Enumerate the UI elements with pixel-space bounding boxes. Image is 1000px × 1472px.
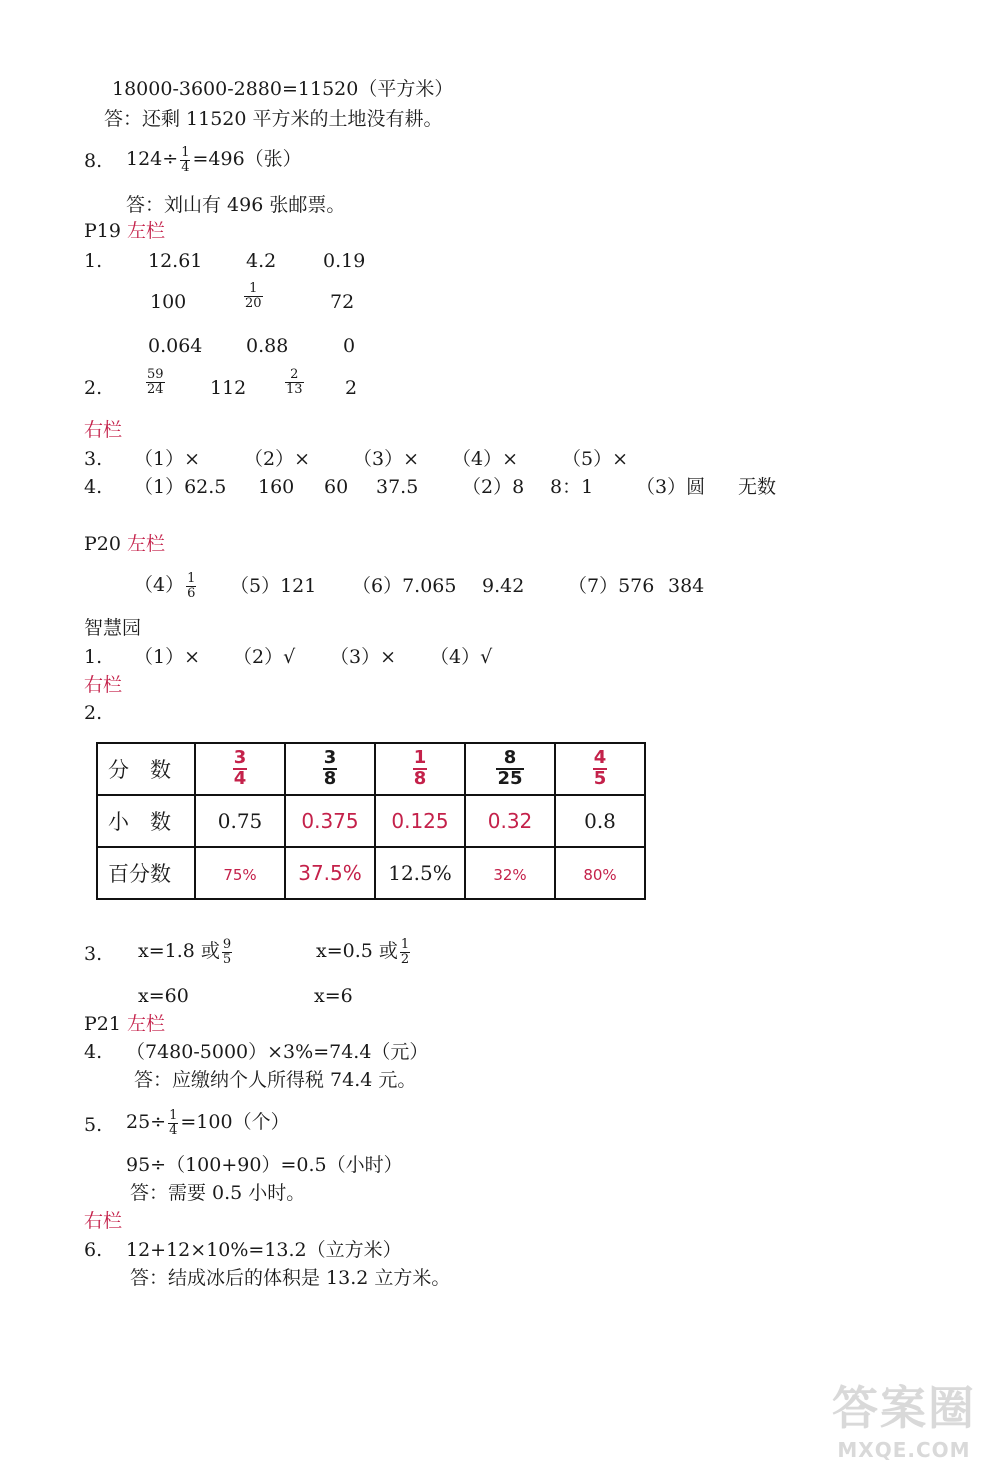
p19-q1-fraction: $\frac{1}{20}$ bbox=[245, 281, 262, 311]
p19-q3-item: （2）× bbox=[244, 448, 311, 470]
p21-q6-answer: 答：结成冰后的体积是 13.2 立方米。 bbox=[130, 1267, 451, 1289]
table-cell-decimal: 0.32 bbox=[465, 795, 555, 847]
line-subtraction: 18000-3600-2880=11520（平方米） bbox=[112, 78, 454, 100]
p19-q3-item: （4）× bbox=[452, 448, 519, 470]
table-cell-fraction: $\frac{4}{5}$ bbox=[555, 743, 645, 795]
p19-q4-item: 160 bbox=[258, 476, 295, 498]
p21-q4-answer: 答：应缴纳个人所得税 74.4 元。 bbox=[134, 1069, 417, 1091]
table-cell-fraction: $\frac{3}{4}$ bbox=[195, 743, 285, 795]
table-cell-decimal: 0.125 bbox=[375, 795, 465, 847]
fraction: $\frac{1}{4}$ bbox=[181, 144, 190, 175]
zhihuiyuan-q2-number: 2. bbox=[84, 702, 103, 724]
p19-q4-item: 8：1 bbox=[550, 476, 594, 498]
zhihuiyuan-q1-item: （4）√ bbox=[430, 646, 493, 668]
zhihuiyuan-q1-item: （3）× bbox=[330, 646, 397, 668]
p19-q2-fraction: $\frac{2}{13}$ bbox=[286, 367, 303, 397]
p19-q1-value: 72 bbox=[330, 291, 355, 313]
p21-q5-number: 5. bbox=[84, 1114, 103, 1136]
p21-q4-number: 4. bbox=[84, 1041, 103, 1063]
section-p20: P20 左栏 bbox=[84, 533, 166, 555]
p21-q5-answer: 答：需要 0.5 小时。 bbox=[130, 1182, 306, 1204]
p19-q2-fraction: $\frac{59}{24}$ bbox=[147, 367, 164, 397]
table-cell-decimal: 0.8 bbox=[555, 795, 645, 847]
p21-q6-number: 6. bbox=[84, 1239, 103, 1261]
table-cell-percent: 32% bbox=[465, 847, 555, 899]
p19-q1-value: 100 bbox=[150, 291, 187, 313]
fraction-decimal-percent-table bbox=[96, 742, 646, 900]
p19-q1-value: 0.064 bbox=[148, 335, 203, 357]
table-cell-decimal: 0.75 bbox=[195, 795, 285, 847]
right-column-label: 右栏 bbox=[84, 1210, 123, 1232]
p19-q1-value: 4.2 bbox=[246, 250, 277, 272]
p19-q3-number: 3. bbox=[84, 448, 103, 470]
table-row-percents bbox=[97, 847, 645, 899]
p19-q4-item: 无数 bbox=[738, 476, 777, 498]
p21-q6-equation: 12+12×10%=13.2（立方米） bbox=[126, 1239, 402, 1261]
p20-item-4: （4） $\frac{1}{6}$ bbox=[134, 570, 196, 601]
answer-remaining-land: 答：还剩 11520 平方米的土地没有耕。 bbox=[104, 108, 443, 130]
table-cell-fraction: $\frac{1}{8}$ bbox=[375, 743, 465, 795]
p19-q3-item: （5）× bbox=[562, 448, 629, 470]
q3-solution-4: x=6 bbox=[314, 985, 353, 1007]
table-cell-fraction: $\frac{8}{25}$ bbox=[465, 743, 555, 795]
p20-item: （6）7.065 bbox=[352, 575, 457, 597]
p21-q4-equation: （7480-5000）×3%=74.4（元） bbox=[126, 1041, 429, 1063]
section-zhihuiyuan: 智慧园 bbox=[84, 617, 142, 639]
table-header-percent: 百分数 bbox=[97, 847, 195, 899]
q8-number: 8. bbox=[84, 150, 103, 172]
p19-q3-item: （1）× bbox=[134, 448, 201, 470]
q3-solution-1: x=1.8 或 $\frac{9}{5}$ bbox=[138, 936, 232, 967]
table-cell-percent: 37.5% bbox=[285, 847, 375, 899]
table-header-fraction: 分 数 bbox=[97, 743, 195, 795]
p19-q4-number: 4. bbox=[84, 476, 103, 498]
zhihuiyuan-q1-item: （2）√ bbox=[233, 646, 296, 668]
table-row-decimals bbox=[97, 795, 645, 847]
zhihuiyuan-q1-number: 1. bbox=[84, 646, 103, 668]
p19-q1-value: 0.19 bbox=[323, 250, 366, 272]
p19-q4-item: 60 bbox=[324, 476, 349, 498]
q3-solution-3: x=60 bbox=[138, 985, 189, 1007]
watermark-logo: 答案圈 MXQE.COM bbox=[832, 1381, 976, 1462]
table-cell-percent: 80% bbox=[555, 847, 645, 899]
table-header-decimal: 小 数 bbox=[97, 795, 195, 847]
q8-equation: 124÷ $\frac{1}{4}$ =496（张） bbox=[126, 144, 302, 175]
table-cell-fraction: $\frac{3}{8}$ bbox=[285, 743, 375, 795]
p19-q4-item: （3）圆 bbox=[636, 476, 706, 498]
zhihuiyuan-q1-item: （1）× bbox=[134, 646, 201, 668]
table-cell-percent: 12.5% bbox=[375, 847, 465, 899]
zhihuiyuan-q3-number: 3. bbox=[84, 943, 103, 965]
right-column-label: 右栏 bbox=[84, 674, 123, 696]
p19-q3-item: （3）× bbox=[353, 448, 420, 470]
q3-solution-2: x=0.5 或 $\frac{1}{2}$ bbox=[316, 936, 410, 967]
section-p19: P19 左栏 bbox=[84, 220, 166, 242]
p19-q2-value: 2 bbox=[345, 377, 358, 399]
p19-q4-item: （2）8 bbox=[462, 476, 525, 498]
p20-item: （7）576 bbox=[568, 575, 655, 597]
p21-q5-equation-2: 95÷（100+90）=0.5（小时） bbox=[126, 1154, 403, 1176]
p19-q1-value: 0.88 bbox=[246, 335, 289, 357]
section-p21: P21 左栏 bbox=[84, 1013, 166, 1035]
p19-q4-item: 37.5 bbox=[376, 476, 419, 498]
p19-q2-value: 112 bbox=[210, 377, 247, 399]
q8-answer: 答：刘山有 496 张邮票。 bbox=[126, 194, 346, 216]
p19-q1-value: 12.61 bbox=[148, 250, 203, 272]
p19-q4-item: （1）62.5 bbox=[134, 476, 227, 498]
table-cell-percent: 75% bbox=[195, 847, 285, 899]
table-row-fractions bbox=[97, 743, 645, 795]
p20-item: 9.42 bbox=[482, 575, 525, 597]
p20-item: 384 bbox=[668, 575, 705, 597]
right-column-label: 右栏 bbox=[84, 419, 123, 441]
p19-q2-number: 2. bbox=[84, 377, 103, 399]
table-cell-decimal: 0.375 bbox=[285, 795, 375, 847]
p21-q5-equation: 25÷ $\frac{1}{4}$ =100（个） bbox=[126, 1107, 290, 1138]
p20-item: （5）121 bbox=[230, 575, 317, 597]
p19-q1-value: 0 bbox=[343, 335, 356, 357]
p19-q1-number: 1. bbox=[84, 250, 103, 272]
